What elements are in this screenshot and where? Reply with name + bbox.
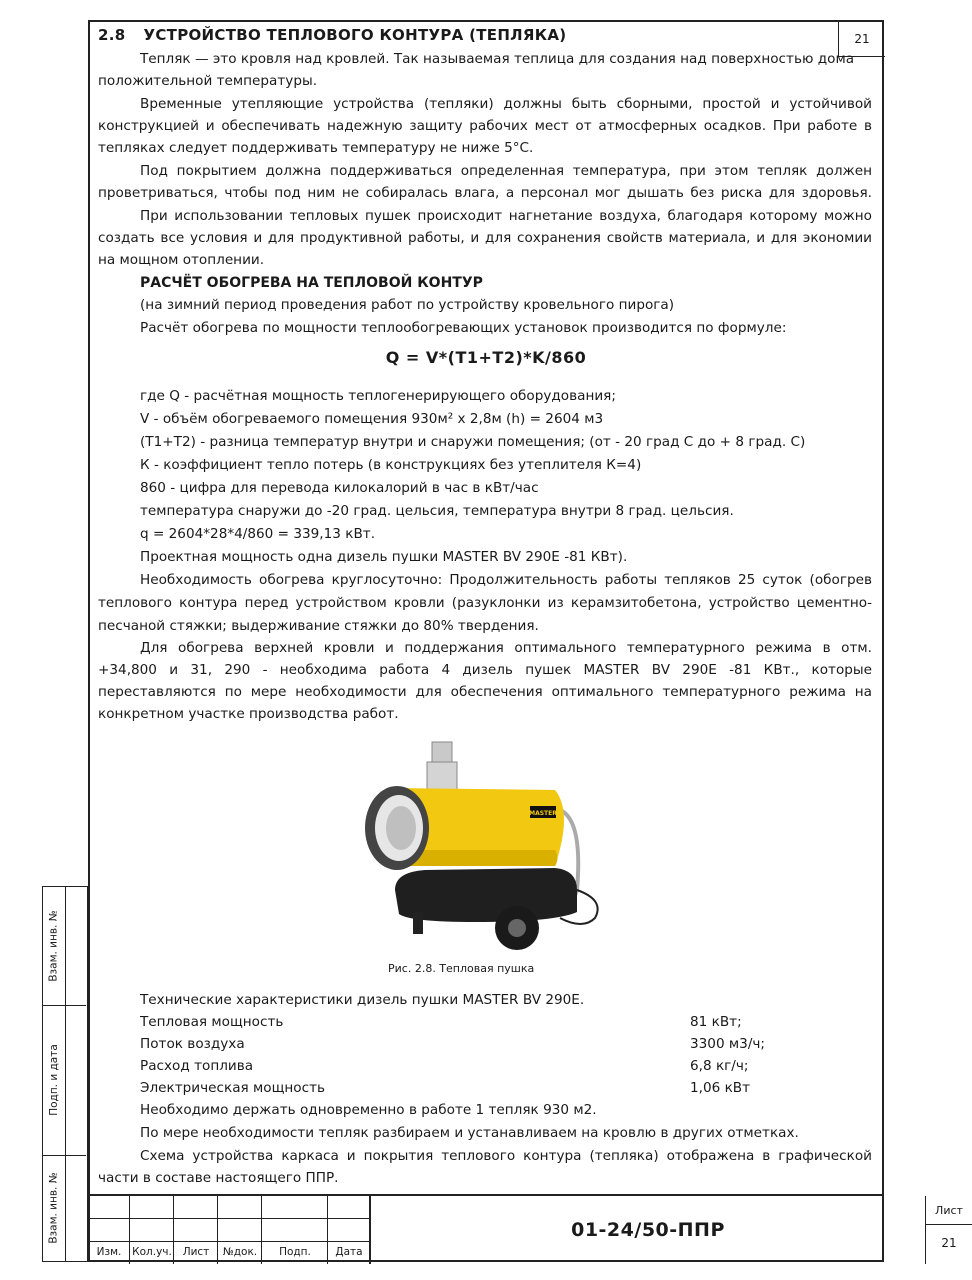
heat-gun-image [355, 740, 610, 955]
paragraph-line: Под покрытием должна поддерживаться определенная температура, при этом тепляк должен [140, 163, 872, 179]
formula-intro: Расчёт обогрева по мощности теплообогревающих установок производится по формуле: [140, 320, 787, 336]
margin-stamp [42, 886, 88, 1262]
paragraph-line: При использовании тепловых пушек происходит нагнетание воздуха, благодаря которому можно [140, 208, 872, 224]
top-sheet-number: 21 [838, 22, 885, 57]
paragraph-line: Необходимо держать одновременно в работе 1 тепляк 930 м2. [140, 1102, 597, 1118]
stamp-label-replacement-inventory: Взам. инв. № [48, 910, 61, 982]
paragraph-line: тепляках следует поддерживать температуру не ниже 5°С. [98, 140, 534, 156]
specs-title: Технические характеристики дизель пушки MASTER BV 290E. [140, 992, 585, 1008]
sheet-number: 21 [941, 1236, 957, 1250]
definition-line: V - объём обогреваемого помещения 930м² х 2,8м (h) = 2604 м3 [140, 411, 604, 427]
title-block-col-label: Кол.уч. [132, 1246, 172, 1258]
title-block-col-label: Дата [335, 1246, 363, 1258]
spec-name: Электрическая мощность [140, 1080, 326, 1096]
temperature-note: температура снаружи до -20 град. цельсия, температура внутри 8 град. цельсия. [140, 503, 734, 519]
section-heading [98, 26, 584, 44]
paragraph-line: +34,800 и 31, 290 - необходима работа 4 дизель пушек MASTER BV 290E -81 КВт., которые [98, 662, 872, 678]
paragraph-line: теплового контура перед устройством кровли (разуклонки из керамзитобетона, устройство цементно- [98, 595, 872, 611]
stamp-label-inventory-number: Взам. инв. № [48, 1172, 61, 1244]
brand-label: MASTER [529, 810, 557, 817]
paragraph-line: создать все условия и для продуктивной работы, и для сохранения свойств материала, и для экономии [98, 230, 872, 246]
definition-line: К - коэффициент тепло потерь (в конструкциях без утеплителя К=4) [140, 457, 642, 473]
paragraph-line: песчаной стяжки; выдерживание стяжки до 80% твердения. [98, 618, 539, 634]
spec-name: Тепловая мощность [140, 1014, 284, 1030]
spec-name: Поток воздуха [140, 1036, 245, 1052]
title-block [88, 1194, 963, 1264]
definition-line: 860 - цифра для перевода килокалорий в час в кВт/час [140, 480, 539, 496]
subheading-note: (на зимний период проведения работ по устройству кровельного пирога) [140, 297, 675, 313]
paragraph-line: переставляются по мере необходимости для обеспечения оптимального температурного режима на [98, 684, 872, 700]
stamp-label-signature-date: Подп. и дата [48, 1044, 60, 1116]
sheet-label: Лист [935, 1204, 963, 1217]
paragraph-line: на мощном отоплении. [98, 252, 265, 268]
design-power: Проектная мощность одна дизель пушки MASTER BV 290E -81 КВт). [140, 549, 628, 565]
subheading: РАСЧЁТ ОБОГРЕВА НА ТЕПЛОВОЙ КОНТУР [140, 275, 483, 291]
title-block-col-label: Изм. [96, 1246, 122, 1258]
paragraph-line: Необходимость обогрева круглосуточно: Продолжительность работы тепляков 25 суток (обогрев [140, 572, 872, 588]
title-block-col-label: Подп. [279, 1246, 311, 1258]
title-block-col-label: №док. [222, 1246, 258, 1258]
section-number: 2.8 [98, 26, 126, 44]
paragraph-line: Схема устройства каркаса и покрытия теплового контура (тепляка) отображена в графической [140, 1148, 872, 1164]
calculation-result: q = 2604*28*4/860 = 339,13 кВт. [140, 526, 376, 542]
paragraph-line: Для обогрева верхней кровли и поддержания оптимального температурного режима в отм. [140, 640, 872, 656]
paragraph-line: проветриваться, чтобы под ним не собиралась влага, а персонал мог дышать без риска для здоровья. [98, 185, 872, 201]
paragraph-line: Временные утепляющие устройства (тепляки) должны быть сборными, простой и устойчивой [140, 96, 872, 112]
section-title: УСТРОЙСТВО ТЕПЛОВОГО КОНТУРА (ТЕПЛЯКА) [143, 26, 567, 44]
paragraph-line: положительной температуры. [98, 73, 318, 89]
document-number: 01-24/50-ППР [370, 1196, 926, 1264]
paragraph-line: По мере необходимости тепляк разбираем и устанавливаем на кровлю в других отметках. [140, 1125, 799, 1141]
title-block-col-label: Лист [182, 1246, 210, 1258]
paragraph-line: части в составе настоящего ППР. [98, 1170, 339, 1186]
figure-caption: Рис. 2.8. Тепловая пушка [388, 962, 535, 975]
spec-value: 6,8 кг/ч; [690, 1058, 749, 1074]
formula: Q = V*(T1+T2)*K/860 [385, 348, 587, 367]
definition-line: (T1+T2) - разница температур внутри и снаружи помещения; (от - 20 град С до + 8 град. С) [140, 434, 806, 450]
paragraph-line: конструкцией и обеспечивать надежную защиту рабочих мест от атмосферных осадков. При работе в [98, 118, 872, 134]
paragraph-line: Тепляк — это кровля над кровлей. Так называемая теплица для создания над поверхностью дома [140, 51, 855, 67]
spec-value: 1,06 кВт [690, 1080, 751, 1096]
spec-name: Расход топлива [140, 1058, 254, 1074]
definition-line: где Q - расчётная мощность теплогенерирующего оборудования; [140, 388, 616, 404]
spec-value: 81 кВт; [690, 1014, 742, 1030]
spec-value: 3300 м3/ч; [690, 1036, 766, 1052]
paragraph-line: конкретном участке производства работ. [98, 706, 399, 722]
